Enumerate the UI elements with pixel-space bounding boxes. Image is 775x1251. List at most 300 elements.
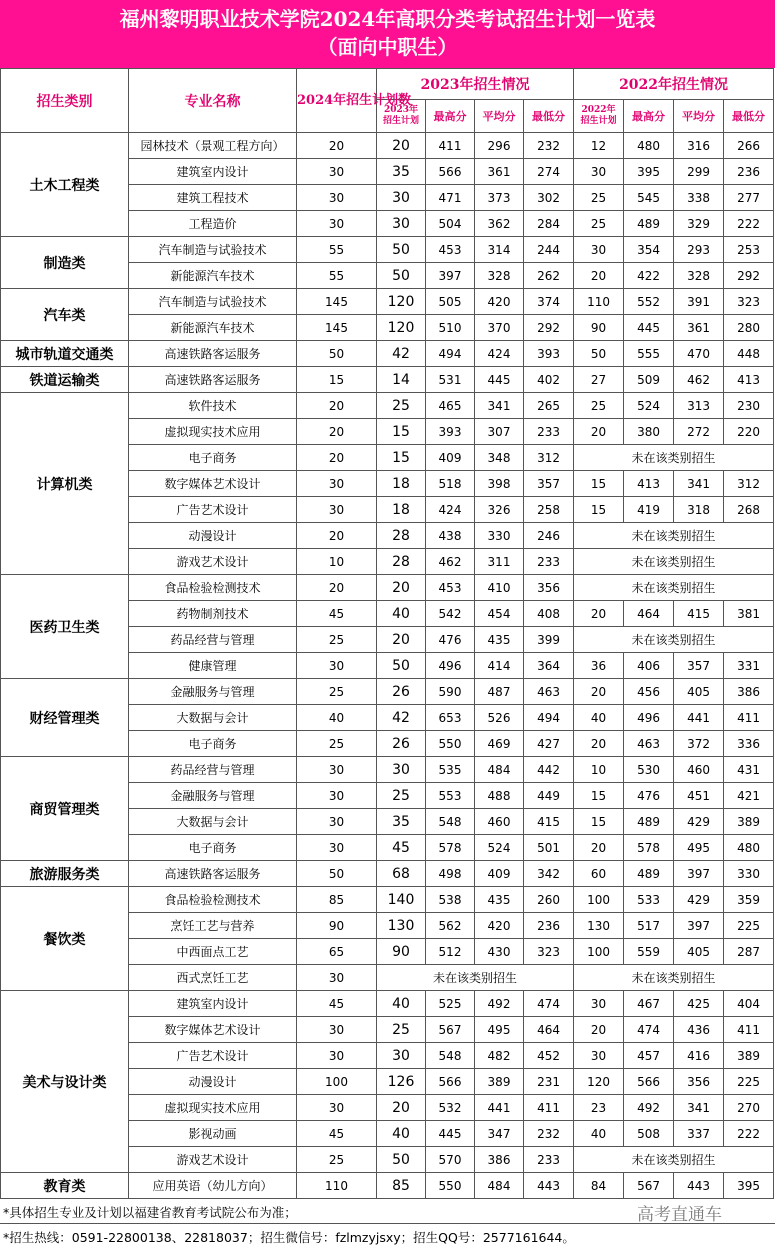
avg-2023-cell: 460 (475, 809, 524, 835)
plan-2024-cell: 25 (297, 731, 377, 757)
avg-2023-cell: 307 (475, 419, 524, 445)
plan-2022-cell: 50 (574, 341, 624, 367)
avg-2022-cell: 470 (674, 341, 724, 367)
max-2023-cell: 453 (426, 575, 475, 601)
category-cell: 铁道运输类 (1, 367, 129, 393)
max-2022-cell: 489 (624, 861, 674, 887)
avg-2022-cell: 356 (674, 1069, 724, 1095)
plan-2024-cell: 30 (297, 497, 377, 523)
plan-2024-cell: 30 (297, 1095, 377, 1121)
max-2022-cell: 422 (624, 263, 674, 289)
min-2023-cell: 342 (524, 861, 574, 887)
not-enrolled-2022-cell: 未在该类别招生 (574, 965, 774, 991)
max-2023-cell: 465 (426, 393, 475, 419)
avg-2022-cell: 341 (674, 471, 724, 497)
min-2023-cell: 374 (524, 289, 574, 315)
avg-2023-cell: 361 (475, 159, 524, 185)
plan-2023-cell: 20 (377, 627, 426, 653)
max-2023-cell: 494 (426, 341, 475, 367)
plan-2023-cell: 18 (377, 471, 426, 497)
min-2023-cell: 231 (524, 1069, 574, 1095)
plan-2022-cell: 20 (574, 731, 624, 757)
plan-2024-cell: 30 (297, 1017, 377, 1043)
table-row (1, 1173, 774, 1199)
major-cell: 虚拟现实技术应用 (129, 1095, 297, 1121)
plan-2024-cell: 90 (297, 913, 377, 939)
min-2022-cell: 381 (724, 601, 774, 627)
plan-2022-cell: 20 (574, 601, 624, 627)
min-2023-cell: 408 (524, 601, 574, 627)
not-enrolled-2023-cell: 未在该类别招生 (377, 965, 574, 991)
avg-2022-cell: 357 (674, 653, 724, 679)
plan-2022-cell: 25 (574, 185, 624, 211)
category-cell: 教育类 (1, 1173, 129, 1199)
plan-2022-cell: 100 (574, 939, 624, 965)
plan-2024-cell: 30 (297, 835, 377, 861)
max-2023-cell: 550 (426, 1173, 475, 1199)
major-cell: 虚拟现实技术应用 (129, 419, 297, 445)
major-cell: 建筑室内设计 (129, 159, 297, 185)
max-2023-cell: 590 (426, 679, 475, 705)
min-2023-cell: 449 (524, 783, 574, 809)
min-2023-cell: 474 (524, 991, 574, 1017)
max-2023-cell: 498 (426, 861, 475, 887)
min-2023-cell: 274 (524, 159, 574, 185)
plan-2022-cell: 25 (574, 211, 624, 237)
plan-2024-cell: 30 (297, 185, 377, 211)
avg-2023-cell: 330 (475, 523, 524, 549)
plan-2022-cell: 130 (574, 913, 624, 939)
major-cell: 数字媒体艺术设计 (129, 1017, 297, 1043)
avg-2023-cell: 492 (475, 991, 524, 1017)
major-cell: 高速铁路客运服务 (129, 341, 297, 367)
max-2022-cell: 476 (624, 783, 674, 809)
avg-2023-cell: 414 (475, 653, 524, 679)
plan-2024-cell: 50 (297, 341, 377, 367)
min-2022-cell: 266 (724, 133, 774, 159)
plan-2022-cell: 30 (574, 1043, 624, 1069)
min-2022-cell: 222 (724, 1121, 774, 1147)
min-2022-cell: 404 (724, 991, 774, 1017)
avg-2023-cell: 347 (475, 1121, 524, 1147)
avg-2023-cell: 487 (475, 679, 524, 705)
avg-2022-cell: 299 (674, 159, 724, 185)
major-cell: 软件技术 (129, 393, 297, 419)
min-2022-cell: 236 (724, 159, 774, 185)
major-cell: 建筑工程技术 (129, 185, 297, 211)
category-cell: 汽车类 (1, 289, 129, 341)
not-enrolled-2022-cell: 未在该类别招生 (574, 627, 774, 653)
max-2023-cell: 567 (426, 1017, 475, 1043)
plan-2024-cell: 30 (297, 159, 377, 185)
max-2022-cell: 578 (624, 835, 674, 861)
major-cell: 应用英语（幼儿方向） (129, 1173, 297, 1199)
plan-2023-cell: 15 (377, 419, 426, 445)
max-2023-cell: 409 (426, 445, 475, 471)
min-2023-cell: 233 (524, 549, 574, 575)
max-2022-cell: 517 (624, 913, 674, 939)
avg-2023-cell: 469 (475, 731, 524, 757)
min-2023-cell: 357 (524, 471, 574, 497)
avg-2023-cell: 488 (475, 783, 524, 809)
avg-2023-cell: 362 (475, 211, 524, 237)
plan-2022-cell: 15 (574, 497, 624, 523)
plan-2023-cell: 18 (377, 497, 426, 523)
watermark: 高考直通车 (637, 1205, 722, 1225)
major-cell: 数字媒体艺术设计 (129, 471, 297, 497)
max-2023-cell: 453 (426, 237, 475, 263)
max-2023-cell: 496 (426, 653, 475, 679)
category-cell: 城市轨道交通类 (1, 341, 129, 367)
avg-2023-cell: 445 (475, 367, 524, 393)
min-2023-cell: 356 (524, 575, 574, 601)
avg-2022-cell: 391 (674, 289, 724, 315)
major-cell: 广告艺术设计 (129, 1043, 297, 1069)
avg-2022-cell: 436 (674, 1017, 724, 1043)
avg-2023-cell: 524 (475, 835, 524, 861)
major-cell: 影视动画 (129, 1121, 297, 1147)
avg-2022-cell: 341 (674, 1095, 724, 1121)
major-cell: 高速铁路客运服务 (129, 861, 297, 887)
table-row (1, 133, 774, 159)
plan-2023-cell: 40 (377, 1121, 426, 1147)
plan-2024-cell: 25 (297, 627, 377, 653)
avg-2022-cell: 337 (674, 1121, 724, 1147)
header-plan-2023-text: 2023年招生计划 (382, 105, 419, 126)
avg-2023-cell: 398 (475, 471, 524, 497)
table-row (1, 575, 774, 601)
plan-2023-cell: 30 (377, 185, 426, 211)
avg-2023-cell: 435 (475, 627, 524, 653)
plan-2024-cell: 55 (297, 263, 377, 289)
max-2023-cell: 510 (426, 315, 475, 341)
max-2023-cell: 538 (426, 887, 475, 913)
plan-2024-cell: 45 (297, 991, 377, 1017)
min-2023-cell: 232 (524, 133, 574, 159)
header-max-2023: 最高分 (426, 100, 475, 133)
title-banner (0, 0, 775, 68)
max-2023-cell: 653 (426, 705, 475, 731)
min-2022-cell: 222 (724, 211, 774, 237)
min-2023-cell: 463 (524, 679, 574, 705)
footer-note-2: *招生热线：0591-22800138、22818037；招生微信号：fzlmzyjsxy；招生QQ号：2577161644。 (3, 1230, 575, 1245)
min-2023-cell: 415 (524, 809, 574, 835)
plan-2022-cell: 20 (574, 1017, 624, 1043)
header-avg-2023: 平均分 (475, 100, 524, 133)
min-2023-cell: 312 (524, 445, 574, 471)
min-2023-cell: 442 (524, 757, 574, 783)
min-2023-cell: 260 (524, 887, 574, 913)
max-2023-cell: 566 (426, 159, 475, 185)
plan-2023-cell: 28 (377, 523, 426, 549)
plan-2023-cell: 26 (377, 679, 426, 705)
min-2022-cell: 480 (724, 835, 774, 861)
min-2023-cell: 399 (524, 627, 574, 653)
max-2023-cell: 462 (426, 549, 475, 575)
min-2023-cell: 427 (524, 731, 574, 757)
avg-2022-cell: 416 (674, 1043, 724, 1069)
max-2022-cell: 445 (624, 315, 674, 341)
avg-2023-cell: 296 (475, 133, 524, 159)
major-cell: 金融服务与管理 (129, 679, 297, 705)
min-2023-cell: 402 (524, 367, 574, 393)
plan-2024-cell: 45 (297, 601, 377, 627)
max-2022-cell: 456 (624, 679, 674, 705)
plan-2024-cell: 50 (297, 861, 377, 887)
max-2023-cell: 411 (426, 133, 475, 159)
max-2022-cell: 354 (624, 237, 674, 263)
max-2023-cell: 393 (426, 419, 475, 445)
plan-2022-cell: 15 (574, 471, 624, 497)
avg-2023-cell: 454 (475, 601, 524, 627)
min-2022-cell: 359 (724, 887, 774, 913)
max-2022-cell: 509 (624, 367, 674, 393)
min-2022-cell: 292 (724, 263, 774, 289)
plan-2022-cell: 25 (574, 393, 624, 419)
avg-2022-cell: 415 (674, 601, 724, 627)
plan-2023-cell: 35 (377, 159, 426, 185)
plan-2024-cell: 30 (297, 653, 377, 679)
plan-2022-cell: 30 (574, 237, 624, 263)
category-cell: 医药卫生类 (1, 575, 129, 679)
min-2023-cell: 411 (524, 1095, 574, 1121)
max-2023-cell: 532 (426, 1095, 475, 1121)
max-2023-cell: 531 (426, 367, 475, 393)
avg-2022-cell: 397 (674, 861, 724, 887)
table-row (1, 367, 774, 393)
category-cell: 商贸管理类 (1, 757, 129, 861)
plan-2024-cell: 20 (297, 575, 377, 601)
category-cell: 美术与设计类 (1, 991, 129, 1173)
max-2023-cell: 535 (426, 757, 475, 783)
plan-2023-cell: 68 (377, 861, 426, 887)
plan-2024-cell: 100 (297, 1069, 377, 1095)
table-body (1, 133, 774, 1199)
avg-2023-cell: 410 (475, 575, 524, 601)
major-cell: 动漫设计 (129, 1069, 297, 1095)
min-2022-cell: 431 (724, 757, 774, 783)
max-2022-cell: 480 (624, 133, 674, 159)
min-2022-cell: 336 (724, 731, 774, 757)
max-2023-cell: 578 (426, 835, 475, 861)
plan-2023-cell: 50 (377, 653, 426, 679)
min-2023-cell: 233 (524, 419, 574, 445)
avg-2022-cell: 460 (674, 757, 724, 783)
plan-2023-cell: 20 (377, 1095, 426, 1121)
plan-2022-cell: 20 (574, 263, 624, 289)
avg-2022-cell: 429 (674, 809, 724, 835)
avg-2022-cell: 441 (674, 705, 724, 731)
max-2022-cell: 492 (624, 1095, 674, 1121)
plan-2023-cell: 120 (377, 289, 426, 315)
plan-2022-cell: 120 (574, 1069, 624, 1095)
avg-2022-cell: 361 (674, 315, 724, 341)
plan-2023-cell: 30 (377, 757, 426, 783)
max-2023-cell: 550 (426, 731, 475, 757)
plan-2023-cell: 45 (377, 835, 426, 861)
avg-2023-cell: 526 (475, 705, 524, 731)
plan-2024-cell: 45 (297, 1121, 377, 1147)
major-cell: 电子商务 (129, 731, 297, 757)
plan-2024-cell: 85 (297, 887, 377, 913)
plan-2022-cell: 23 (574, 1095, 624, 1121)
max-2022-cell: 533 (624, 887, 674, 913)
enrollment-table (0, 68, 774, 1199)
min-2023-cell: 258 (524, 497, 574, 523)
max-2023-cell: 445 (426, 1121, 475, 1147)
max-2023-cell: 525 (426, 991, 475, 1017)
plan-2023-cell: 25 (377, 1017, 426, 1043)
max-2022-cell: 496 (624, 705, 674, 731)
avg-2023-cell: 370 (475, 315, 524, 341)
max-2022-cell: 413 (624, 471, 674, 497)
plan-2023-cell: 30 (377, 211, 426, 237)
not-enrolled-2022-cell: 未在该类别招生 (574, 575, 774, 601)
min-2022-cell: 220 (724, 419, 774, 445)
major-cell: 中西面点工艺 (129, 939, 297, 965)
plan-2022-cell: 30 (574, 991, 624, 1017)
table-row (1, 861, 774, 887)
min-2023-cell: 323 (524, 939, 574, 965)
header-plan-2022-text: 2022年招生计划 (580, 105, 617, 126)
not-enrolled-2022-cell: 未在该类别招生 (574, 523, 774, 549)
table-row (1, 679, 774, 705)
plan-2022-cell: 60 (574, 861, 624, 887)
plan-2023-cell: 20 (377, 575, 426, 601)
plan-2022-cell: 20 (574, 835, 624, 861)
table-row (1, 991, 774, 1017)
major-cell: 健康管理 (129, 653, 297, 679)
max-2022-cell: 406 (624, 653, 674, 679)
header-avg-2022: 平均分 (674, 100, 724, 133)
table-row (1, 289, 774, 315)
major-cell: 大数据与会计 (129, 809, 297, 835)
avg-2022-cell: 429 (674, 887, 724, 913)
avg-2023-cell: 341 (475, 393, 524, 419)
header-2023-group: 2023年招生情况 (377, 69, 574, 100)
avg-2022-cell: 462 (674, 367, 724, 393)
plan-2023-cell: 85 (377, 1173, 426, 1199)
major-cell: 药品经营与管理 (129, 627, 297, 653)
min-2022-cell: 386 (724, 679, 774, 705)
avg-2022-cell: 329 (674, 211, 724, 237)
plan-2024-cell: 30 (297, 211, 377, 237)
not-enrolled-2022-cell: 未在该类别招生 (574, 1147, 774, 1173)
plan-2022-cell: 30 (574, 159, 624, 185)
max-2022-cell: 545 (624, 185, 674, 211)
plan-2023-cell: 40 (377, 601, 426, 627)
min-2023-cell: 443 (524, 1173, 574, 1199)
plan-2024-cell: 15 (297, 367, 377, 393)
plan-2023-cell: 42 (377, 341, 426, 367)
max-2023-cell: 471 (426, 185, 475, 211)
major-cell: 电子商务 (129, 835, 297, 861)
page-subtitle: （面向中职生） (317, 35, 458, 59)
min-2023-cell: 501 (524, 835, 574, 861)
plan-2023-cell: 15 (377, 445, 426, 471)
min-2022-cell: 413 (724, 367, 774, 393)
major-cell: 工程造价 (129, 211, 297, 237)
plan-2024-cell: 25 (297, 1147, 377, 1173)
table-row (1, 341, 774, 367)
major-cell: 金融服务与管理 (129, 783, 297, 809)
max-2022-cell: 489 (624, 211, 674, 237)
plan-2024-cell: 55 (297, 237, 377, 263)
max-2022-cell: 508 (624, 1121, 674, 1147)
header-major: 专业名称 (129, 69, 297, 133)
category-cell: 制造类 (1, 237, 129, 289)
table-row (1, 757, 774, 783)
max-2023-cell: 397 (426, 263, 475, 289)
major-cell: 食品检验检测技术 (129, 887, 297, 913)
plan-2024-cell: 30 (297, 471, 377, 497)
plan-2024-cell: 145 (297, 315, 377, 341)
max-2023-cell: 570 (426, 1147, 475, 1173)
plan-2022-cell: 110 (574, 289, 624, 315)
plan-2022-cell: 15 (574, 783, 624, 809)
plan-2022-cell: 27 (574, 367, 624, 393)
max-2022-cell: 467 (624, 991, 674, 1017)
min-2023-cell: 236 (524, 913, 574, 939)
table-row (1, 393, 774, 419)
major-cell: 烹饪工艺与营养 (129, 913, 297, 939)
plan-2024-cell: 30 (297, 757, 377, 783)
avg-2023-cell: 484 (475, 1173, 524, 1199)
avg-2023-cell: 430 (475, 939, 524, 965)
table-row (1, 237, 774, 263)
plan-2024-cell: 25 (297, 679, 377, 705)
max-2023-cell: 548 (426, 809, 475, 835)
min-2023-cell: 302 (524, 185, 574, 211)
min-2022-cell: 411 (724, 1017, 774, 1043)
max-2022-cell: 380 (624, 419, 674, 445)
min-2022-cell: 277 (724, 185, 774, 211)
max-2023-cell: 504 (426, 211, 475, 237)
major-cell: 广告艺术设计 (129, 497, 297, 523)
max-2022-cell: 524 (624, 393, 674, 419)
min-2023-cell: 262 (524, 263, 574, 289)
max-2023-cell: 438 (426, 523, 475, 549)
major-cell: 汽车制造与试验技术 (129, 289, 297, 315)
max-2023-cell: 476 (426, 627, 475, 653)
plan-2024-cell: 20 (297, 133, 377, 159)
plan-2022-cell: 84 (574, 1173, 624, 1199)
category-cell: 财经管理类 (1, 679, 129, 757)
avg-2022-cell: 372 (674, 731, 724, 757)
min-2022-cell: 280 (724, 315, 774, 341)
plan-2023-cell: 50 (377, 263, 426, 289)
plan-2024-cell: 30 (297, 1043, 377, 1069)
avg-2023-cell: 420 (475, 289, 524, 315)
min-2022-cell: 421 (724, 783, 774, 809)
min-2022-cell: 225 (724, 1069, 774, 1095)
max-2022-cell: 457 (624, 1043, 674, 1069)
plan-2023-cell: 50 (377, 237, 426, 263)
plan-2022-cell: 36 (574, 653, 624, 679)
not-enrolled-2022-cell: 未在该类别招生 (574, 445, 774, 471)
major-cell: 游戏艺术设计 (129, 1147, 297, 1173)
footer-note-1: *具体招生专业及计划以福建省教育考试院公布为准； (3, 1205, 297, 1220)
plan-2023-cell: 50 (377, 1147, 426, 1173)
not-enrolled-2022-cell: 未在该类别招生 (574, 549, 774, 575)
avg-2023-cell: 326 (475, 497, 524, 523)
avg-2022-cell: 293 (674, 237, 724, 263)
max-2022-cell: 566 (624, 1069, 674, 1095)
plan-2024-cell: 40 (297, 705, 377, 731)
min-2023-cell: 292 (524, 315, 574, 341)
avg-2022-cell: 425 (674, 991, 724, 1017)
min-2023-cell: 464 (524, 1017, 574, 1043)
